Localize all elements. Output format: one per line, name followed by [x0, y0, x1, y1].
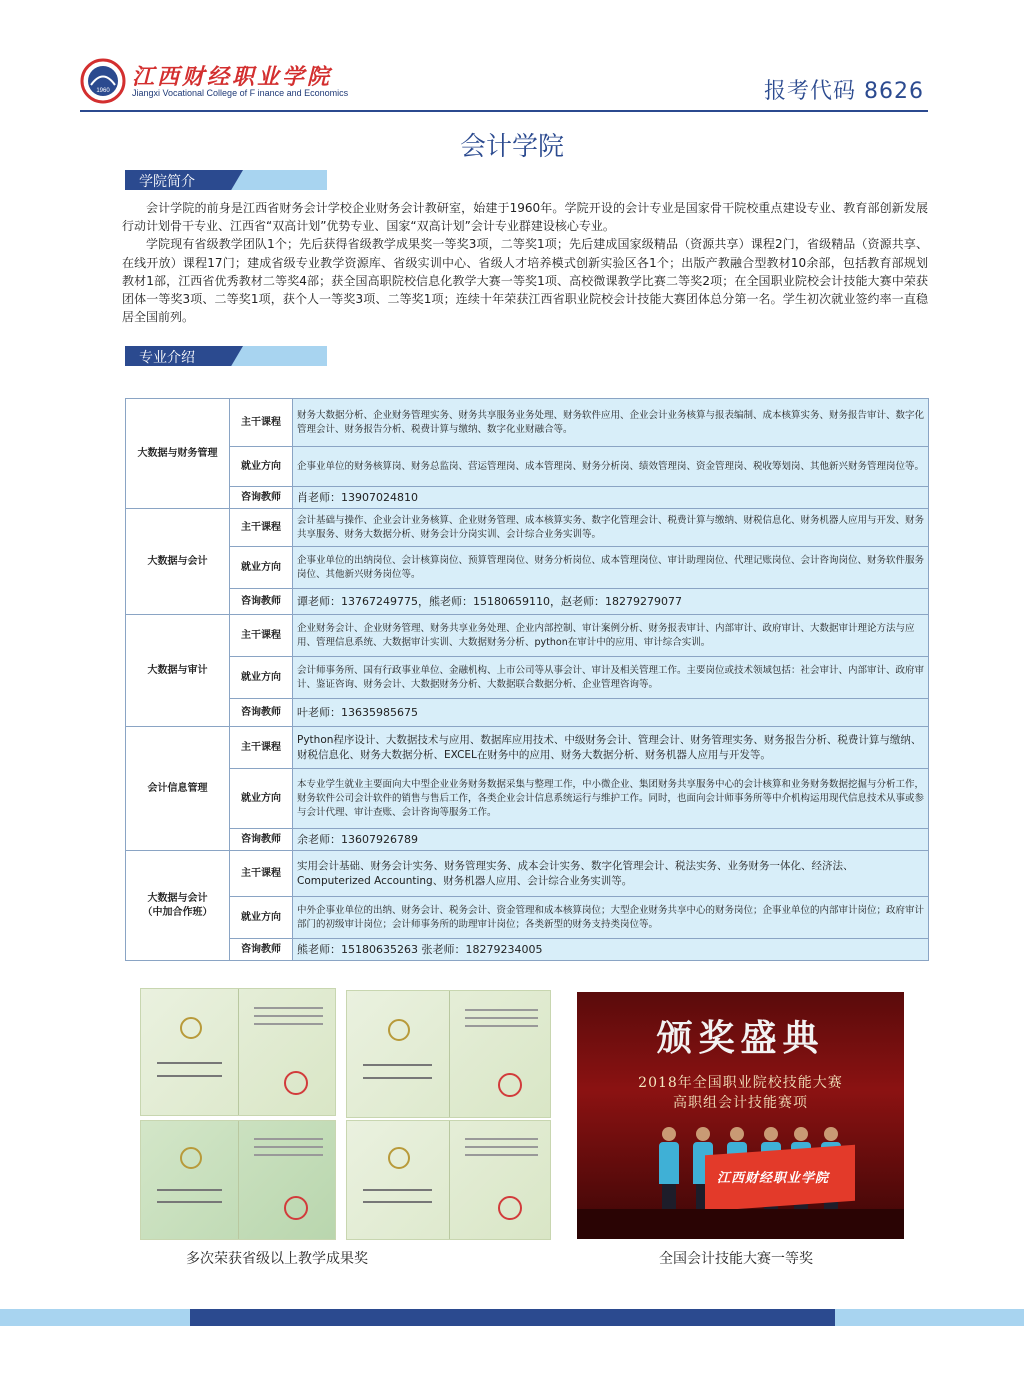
certificate-emblem-icon — [180, 1017, 202, 1039]
table-row — [126, 851, 929, 897]
major-courses: 会计基础与操作、企业会计业务核算、企业财务管理、成本核算实务、数字化管理会计、税费计算与缴纳、财税信息化、财务机器人应用与开发、财务共享服务、财务大数据分析、财务会计分岗实训、会计综合业务实训等。 — [293, 509, 929, 547]
major-jobs: 中外企事业单位的出纳、财务会计、税务会计、资金管理和成本核算岗位；大型企业财务共享中心的财务岗位；企事业单位的内部审计岗位；政府审计部门的初级审计岗位；会计师事务所的助理审计岗位；各类新型的财务支持类岗位等。 — [293, 897, 929, 939]
award-subtitle-1: 2018年全国职业院校技能大赛 — [638, 1075, 843, 1091]
college-name-en: Jiangxi Vocational College of F inance and Economics — [132, 88, 349, 98]
major-name — [126, 851, 230, 961]
table-row — [126, 897, 929, 939]
row-label-jobs: 就业方向 — [230, 547, 293, 589]
person-figure — [659, 1127, 679, 1213]
emblem-year: 1960 — [96, 88, 110, 94]
seal-icon — [284, 1071, 308, 1095]
college-name-cn: 江西财经职业学院 — [132, 64, 333, 90]
exam-code: 报考代码 8626 — [764, 79, 924, 104]
table-row — [126, 615, 929, 657]
row-label-contact: 咨询教师 — [230, 939, 293, 961]
certificate-emblem-icon — [180, 1147, 202, 1169]
major-courses: Python程序设计、大数据技术与应用、数据库应用技术、中级财务会计、管理会计、财务管理实务、财务报告分析、税费计算与缴纳、财税信息化、财务大数据分析、EXCEL在财务中的应用、财务大数据分析、财务机器人应用与开发等。 — [293, 727, 929, 769]
major-name: 会计信息管理 — [126, 727, 230, 851]
seal-icon — [498, 1196, 522, 1220]
award-ceremony-photo — [577, 992, 904, 1239]
majors-table — [125, 398, 929, 961]
award-caption: 全国会计技能大赛一等奖 — [659, 1251, 813, 1267]
major-jobs: 本专业学生就业主要面向大中型企业业务财务数据采集与整理工作，中小微企业、集团财务共享服务中心的会计核算和业务财务数据挖掘与分析工作，财务软件公司会计软件的销售与售后工作，各类企业会计信息系统运行与维护工作。同时，也面向会计师事务所等中介机构运用现代信息技术从事或参与会计代理、审计查账、会计咨询等服务工作。 — [293, 769, 929, 829]
banner-text: 江西财经职业学院 — [717, 1171, 830, 1186]
certificate-photo-2 — [346, 990, 551, 1118]
certificate-emblem-icon — [388, 1019, 410, 1041]
header-divider — [80, 110, 928, 112]
intro-paragraph-1: 会计学院的前身是江西省财务会计学校企业财务会计教研室，始建于1960年。学院开设的会计专业是国家骨干院校重点建设专业、教育部创新发展行动计划骨干专业、江西省“双高计划”优势专业、国家“双高计划”会计专业群建设核心专业。 — [122, 201, 928, 234]
intro-text — [122, 199, 928, 326]
majors-section-label: 专业介绍 — [139, 350, 195, 366]
certificate-photo-4 — [346, 1120, 551, 1240]
row-label-courses: 主干课程 — [230, 509, 293, 547]
table-row — [126, 769, 929, 829]
award-subtitle-2: 高职组会计技能赛项 — [673, 1095, 808, 1111]
college-emblem-icon — [80, 58, 126, 104]
row-label-contact: 咨询教师 — [230, 487, 293, 509]
row-label-courses: 主干课程 — [230, 851, 293, 897]
page-title: 会计学院 — [459, 132, 564, 162]
table-row — [126, 399, 929, 447]
major-contact: 肖老师：13907024810 — [293, 487, 929, 509]
major-name: 大数据与财务管理 — [126, 399, 230, 509]
major-name-line-1: 大数据与会计 — [147, 892, 208, 904]
certificates-caption: 多次荣获省级以上教学成果奖 — [186, 1251, 368, 1267]
table-row — [126, 547, 929, 589]
major-courses: 企业财务会计、企业财务管理、财务共享业务处理、企业内部控制、审计案例分析、财务报表审计、内部审计、政府审计、大数据审计理论方法与应用、管理信息系统、大数据审计实训、大数据财务分析、python在审计中的应用、审计综合实训。 — [293, 615, 929, 657]
table-row — [126, 589, 929, 615]
row-label-courses: 主干课程 — [230, 727, 293, 769]
row-label-contact: 咨询教师 — [230, 829, 293, 851]
major-contact: 余老师：13607926789 — [293, 829, 929, 851]
stage-floor — [577, 1209, 904, 1239]
major-jobs: 企事业单位的出纳岗位、会计核算岗位、预算管理岗位、财务分析岗位、成本管理岗位、审计助理岗位、代理记账岗位、会计咨询岗位、财务软件服务岗位、其他新兴财务岗位等。 — [293, 547, 929, 589]
intro-section-tab — [125, 170, 327, 190]
major-contact: 叶老师：13635985675 — [293, 699, 929, 727]
row-label-courses: 主干课程 — [230, 399, 293, 447]
certificate-emblem-icon — [388, 1147, 410, 1169]
major-contact: 谭老师：13767249775，熊老师：15180659110，赵老师：18279279077 — [293, 589, 929, 615]
footer-bar-dark — [190, 1309, 835, 1326]
college-logo — [80, 58, 350, 104]
table-row — [126, 509, 929, 547]
table-row — [126, 487, 929, 509]
row-label-contact: 咨询教师 — [230, 589, 293, 615]
majors-section-tab — [125, 346, 327, 366]
row-label-contact: 咨询教师 — [230, 699, 293, 727]
certificate-photo-1 — [140, 988, 336, 1116]
major-jobs: 会计师事务所、国有行政事业单位、金融机构、上市公司等从事会计、审计及相关管理工作。主要岗位或技术领域包括：社会审计、内部审计、政府审计、鉴证咨询、财务会计、大数据财务分析、大数据联合数据分析、企业管理咨询等。 — [293, 657, 929, 699]
table-row — [126, 447, 929, 487]
table-row — [126, 657, 929, 699]
award-title: 颁奖盛典 — [656, 1017, 825, 1059]
table-row — [126, 939, 929, 961]
table-row — [126, 727, 929, 769]
major-contact: 熊老师：15180635263 张老师：18279234005 — [293, 939, 929, 961]
table-row — [126, 699, 929, 727]
table-row — [126, 829, 929, 851]
major-jobs: 企事业单位的财务核算岗、财务总监岗、营运管理岗、成本管理岗、财务分析岗、绩效管理岗、资金管理岗、税收筹划岗、其他新兴财务管理岗位等。 — [293, 447, 929, 487]
row-label-jobs: 就业方向 — [230, 769, 293, 829]
seal-icon — [284, 1196, 308, 1220]
intro-paragraph-2: 学院现有省级教学团队1个；先后获得省级教学成果奖一等奖3项，二等奖1项；先后建成国家级精品（资源共享）课程2门，省级精品（资源共享、在线开放）课程17门；建成省级专业教学资源库、省级实训中心、省级人才培养模式创新实验区各1个；出版产教融合型教材10余部，包括教育部规划教材1部，江西省优秀教材二等奖4部；获全国高职院校信息化教学大赛一等奖1项、高校微课教学比赛二等奖2项；在全国职业院校会计技能大赛中荣获团体一等奖3项、二等奖1项，获个人一等奖3项、二等奖1项；连续十年荣获江西省职业院校会计技能大赛团体总分第一名。学生初次就业签约率一直稳居全国前列。 — [122, 237, 928, 325]
seal-icon — [498, 1073, 522, 1097]
major-name: 大数据与会计 — [126, 509, 230, 615]
intro-section-label: 学院简介 — [139, 174, 195, 190]
certificate-photo-3 — [140, 1120, 336, 1240]
row-label-courses: 主干课程 — [230, 615, 293, 657]
row-label-jobs: 就业方向 — [230, 447, 293, 487]
major-name-line-2: （中加合作班） — [142, 906, 213, 918]
row-label-jobs: 就业方向 — [230, 897, 293, 939]
major-courses: 财务大数据分析、企业财务管理实务、财务共享服务业务处理、财务软件应用、企业会计业务核算与报表编制、成本核算实务、财务报告审计、数字化管理会计、财务报告分析、税费计算与缴纳、数字化业财融合等。 — [293, 399, 929, 447]
major-name: 大数据与审计 — [126, 615, 230, 727]
major-courses: 实用会计基础、财务会计实务、财务管理实务、成本会计实务、数字化管理会计、税法实务、业务财务一体化、经济法、Computerized Accounting、财务机器人应用、会计综合业务实训等。 — [293, 851, 929, 897]
row-label-jobs: 就业方向 — [230, 657, 293, 699]
